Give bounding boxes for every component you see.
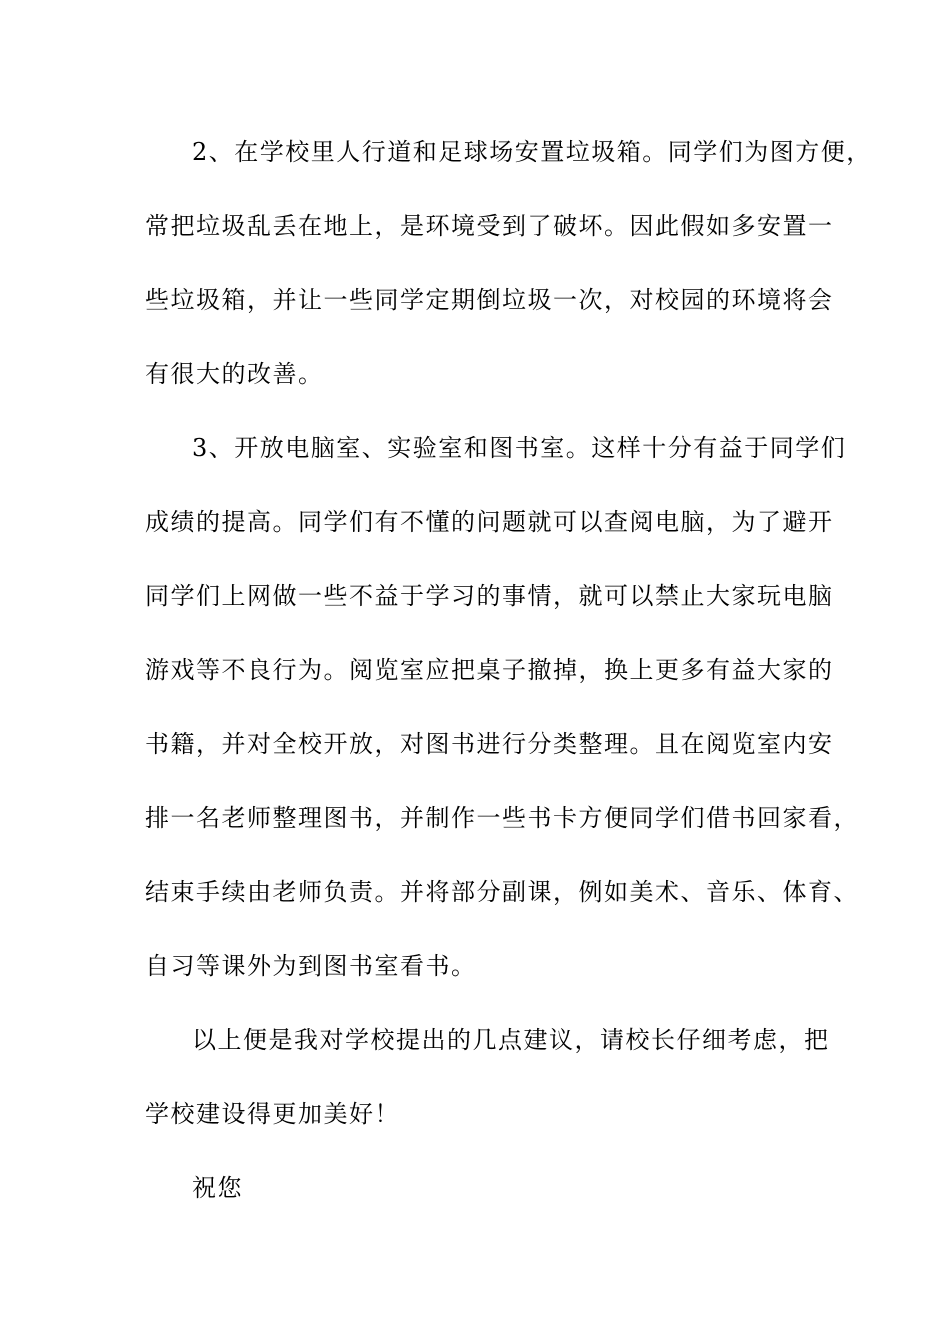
salutation: 祝您 xyxy=(192,1174,243,1202)
paragraph-2-line-4: 有很大的改善。 xyxy=(145,360,324,388)
closing-paragraph-line-2: 学校建设得更加美好！ xyxy=(145,1100,400,1128)
paragraph-3-line-4: 游戏等不良行为。阅览室应把桌子撤掉，换上更多有益大家的 xyxy=(145,656,834,684)
paragraph-3-line-8: 自习等课外为到图书室看书。 xyxy=(145,952,477,980)
paragraph-3-line-1: 3、开放电脑室、实验室和图书室。这样十分有益于同学们 xyxy=(192,434,847,462)
paragraph-3-line-5: 书籍，并对全校开放，对图书进行分类整理。且在阅览室内安 xyxy=(145,730,834,758)
paragraph-2-line-1: 2、在学校里人行道和足球场安置垃圾箱。同学们为图方便， xyxy=(192,138,872,166)
paragraph-3-line-7: 结束手续由老师负责。并将部分副课，例如美术、音乐、体育、 xyxy=(145,878,859,906)
paragraph-2-line-3: 些垃圾箱，并让一些同学定期倒垃圾一次，对校园的环境将会 xyxy=(145,286,834,314)
paragraph-3-line-3: 同学们上网做一些不益于学习的事情，就可以禁止大家玩电脑 xyxy=(145,582,834,610)
closing-paragraph-line-1: 以上便是我对学校提出的几点建议，请校长仔细考虑，把 xyxy=(192,1026,830,1054)
paragraph-3-line-6: 排一名老师整理图书，并制作一些书卡方便同学们借书回家看， xyxy=(145,804,859,832)
paragraph-2-line-2: 常把垃圾乱丢在地上，是环境受到了破坏。因此假如多安置一 xyxy=(145,212,834,240)
paragraph-3-line-2: 成绩的提高。同学们有不懂的问题就可以查阅电脑，为了避开 xyxy=(145,508,834,536)
